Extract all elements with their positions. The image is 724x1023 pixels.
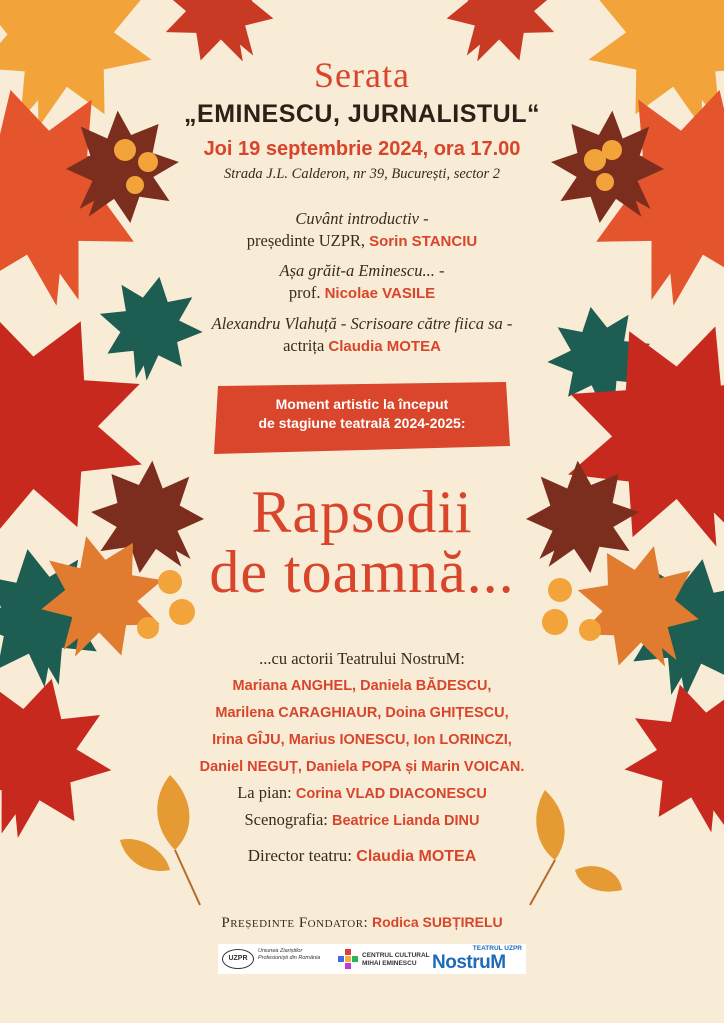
uzpr-text: Uniunea Ziariștilor Profesioniști din România [258,948,321,961]
program-item [0,208,724,253]
show-title-line-2: de toamnă... [209,539,515,605]
cast-row: Marilena CARAGHIAUR, Doina GHIȚESCU, [215,705,509,721]
program-item-role: prof. [288,283,321,302]
event-date: Joi 19 septembrie 2024, ora 17.00 [203,138,521,160]
event-address: Strada J.L. Calderon, nr 39, București, sector 2 [223,166,501,182]
piano-name: Corina VLAD DIACONESCU [295,786,487,802]
show-title [0,479,724,605]
banner-line-1: Moment artistic la început [275,396,449,412]
nostrum-top: TEATRUL UZPR [472,945,522,952]
uzpr-mark: UZPR [222,949,254,969]
cast-row: Mariana ANGHEL, Daniela BĂDESCU, [232,678,492,694]
ccme-line-1: CENTRUL CULTURAL [362,952,430,959]
founder-line [0,914,724,932]
ccme-line-2: MIHAI EMINESCU [362,960,417,967]
program-item-role: președinte UZPR, [246,231,366,250]
program-item-name: Claudia MOTEA [328,338,441,355]
founder-name: Rodica SUBȚIRELU [371,914,503,930]
program-item-name: Nicolae VASILE [324,285,436,302]
banner-line-2: de stagiune teatrală 2024-2025: [258,415,466,431]
program-item-title: Alexandru Vlahuță - Scrisoare către fiica sa - [211,314,513,333]
cast-intro: ...cu actorii Teatrului NostruM: [259,649,465,668]
scenography-label: Scenografia: [244,810,328,829]
director-name: Claudia MOTEA [356,848,477,865]
ccme-cross-icon [338,949,358,969]
director-label: Director teatru: [247,846,353,865]
uzpr-logo [222,946,332,972]
banner-text [210,395,514,433]
program-item-name: Sorin STANCIU [369,233,478,250]
cast-block [0,646,724,834]
piano-label: La pian: [237,783,292,802]
program-item [0,260,724,305]
ccme-logo [338,946,430,972]
cast-row: Daniel NEGUȚ, Daniela POPA și Marin VOICAN. [199,759,525,775]
event-title: „EMINESCU, JURNALISTUL“ [184,100,540,128]
scenography-name: Beatrice Lianda DINU [332,813,480,829]
director-line [0,846,724,866]
show-title-line-1: Rapsodii [251,479,473,545]
sponsor-logos [218,944,526,974]
program-item-title: Așa grăit-a Eminescu... - [279,261,445,280]
program-item-role: actrița [283,336,325,355]
program-item [0,313,724,358]
nostrum-logo [432,946,524,972]
founder-label: Președinte Fondator: [221,915,369,931]
nostrum-main: NostruM [432,952,506,973]
serata-label: Serata [314,55,410,95]
cast-row: Irina GÎJU, Marius IONESCU, Ion LORINCZI, [212,732,512,748]
program-item-title: Cuvânt introductiv - [295,209,429,228]
